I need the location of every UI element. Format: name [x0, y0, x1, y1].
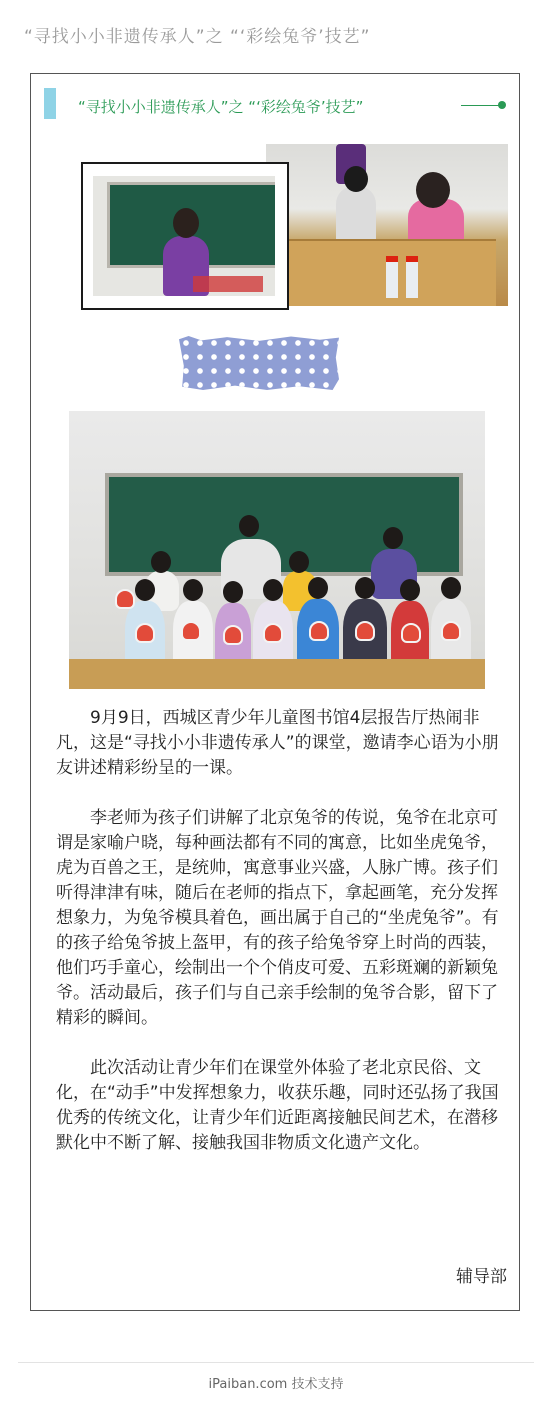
footer-credit[interactable]: iPaiban.com 技术支持 — [208, 1377, 344, 1392]
header-accent-bar — [44, 88, 56, 119]
signature: 辅导部 — [456, 1267, 507, 1287]
header-decor-dot — [498, 101, 506, 109]
teacher-photo-frame — [81, 162, 289, 310]
header-decor-line — [461, 105, 499, 106]
classroom-photo — [266, 144, 508, 306]
article-paragraph: 9月9日，西城区青少年儿童图书馆4层报告厅热闹非凡，这是“寻找小小非遗传承人”的课堂，邀请李心语为小朋友讲述精彩纷呈的一课。 — [56, 708, 499, 778]
footer-divider — [18, 1362, 534, 1363]
page-title: “寻找小小非遗传承人”之 “‘彩绘兔爷’技艺” — [24, 27, 371, 47]
article-paragraph: 李老师为孩子们讲解了北京兔爷的传说，兔爷在北京可谓是家喻户晓，每种画法都有不同的寓意，比如坐虎兔爷，虎为百兽之王，是统帅，寓意事业兴盛，人脉广博。孩子们听得津津有味，随后在老师的指点下，拿起画笔，充分发挥想象力，为兔爷模具着色，画出属于自己的“坐虎兔爷”。有的孩子给兔爷披上盔甲，有的孩子给兔爷穿上时尚的西装，他们巧手童心，绘制出一个个俏皮可爱、五彩斑斓的新颖兔爷。活动最后，孩子们与自己亲手绘制的兔爷合影，留下了精彩的瞬间。 — [56, 808, 499, 1028]
article-body — [56, 706, 504, 1181]
header-title: “寻找小小非遗传承人”之 “‘彩绘兔爷’技艺” — [78, 98, 364, 116]
group-photo — [69, 411, 485, 689]
article-frame — [30, 73, 520, 1311]
teacher-photo — [93, 176, 275, 296]
article-paragraph: 此次活动让青少年们在课堂外体验了老北京民俗、文化，在“动手”中发挥想象力，收获乐趣，同时还弘扬了我国优秀的传统文化，让青少年们近距离接触民间艺术，在潜移默化中不断了解、接触我国非物质文化遗产文化。 — [56, 1058, 499, 1153]
polka-dot-tape — [179, 336, 339, 390]
